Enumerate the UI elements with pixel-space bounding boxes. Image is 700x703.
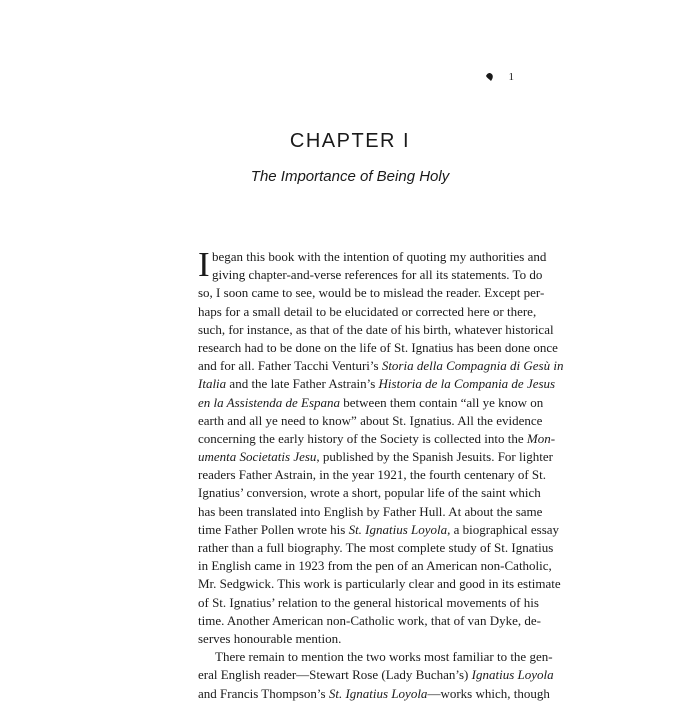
- text-line: [198, 666, 554, 684]
- line-text: serves honourable mention.: [198, 630, 342, 646]
- line-text: Mr. Sedgwick. This work is particularly clear and good in its estimate: [198, 576, 561, 592]
- text-line: [198, 648, 553, 666]
- italic-title-text: Historia de la Compania de Jesus: [378, 376, 556, 392]
- line-text: and for all. Father Tacchi Venturi’s: [198, 358, 382, 374]
- line-text: —works which, though: [427, 685, 550, 701]
- text-line: [198, 539, 554, 557]
- line-text: so, I soon came to see, would be to mislead the reader. Except per-: [198, 285, 545, 301]
- line-text: between them contain “all ye know on: [340, 394, 544, 410]
- line-text: and the late Father Astrain’s: [226, 376, 379, 392]
- text-line: [198, 339, 558, 357]
- text-line: [198, 594, 539, 612]
- line-text: time Father Pollen wrote his: [198, 521, 349, 537]
- italic-title-text: St. Ignatius Loyola: [328, 685, 428, 701]
- chapter-subtitle: The Importance of Being Holy: [250, 168, 450, 185]
- line-text: , published by the Spanish Jesuits. For lighter: [316, 449, 553, 465]
- text-line: [198, 412, 543, 430]
- line-text: earth and all ye need to know” about St. Ignatius. All the evidence: [198, 412, 543, 428]
- text-line: [198, 521, 560, 539]
- text-line: [198, 612, 541, 630]
- italic-title-text: Mon-: [526, 430, 556, 446]
- text-line: [198, 448, 553, 466]
- line-text: eral English reader—Stewart Rose (Lady Buchan’s): [198, 667, 472, 683]
- text-line: [198, 430, 556, 448]
- text-line: [198, 630, 516, 648]
- italic-title-text: St. Ignatius Loyola: [348, 521, 448, 537]
- line-text: rather than a full biography. The most complete study of St. Ignatius: [198, 540, 554, 555]
- line-text: time. Another American non-Catholic work, that of van Dyke, de-: [198, 612, 541, 628]
- line-text: has been translated into English by Father Hull. At about the same: [198, 503, 543, 519]
- drop-cap: I: [198, 245, 210, 284]
- line-text: , a biographical essay: [447, 521, 560, 537]
- italic-title-text: Italia: [198, 376, 227, 392]
- body-text: [198, 245, 564, 703]
- italic-title-text: Storia della Compagnia di Gesù in: [381, 358, 564, 374]
- italic-title-text: umenta Societatis Jesu: [198, 449, 317, 465]
- text-line: [198, 575, 561, 593]
- text-line: [198, 557, 552, 575]
- line-text: and Francis Thompson’s: [198, 685, 329, 701]
- chapter-title: CHAPTER I: [289, 130, 411, 152]
- text-line: [198, 357, 564, 375]
- text-line: [198, 394, 544, 412]
- text-line: [198, 248, 547, 266]
- text-line: [198, 466, 546, 484]
- line-text: haps for a small detail to be elucidated or corrected here or there,: [198, 303, 537, 319]
- italic-title-text: en la Assistenda de Espana: [198, 394, 341, 410]
- line-text: readers Father Astrain, in the year 1921, the fourth centenary of St.: [198, 467, 546, 483]
- line-text: research had to be done on the life of St. Ignatius has been done once: [198, 339, 558, 355]
- line-text: such, for instance, as that of the date of his birth, whatever historical: [198, 321, 554, 337]
- text-line: [198, 284, 545, 302]
- leaf-ornament-icon: [485, 72, 495, 82]
- page-number: 1: [508, 71, 514, 83]
- text-line: [198, 484, 541, 502]
- text-line: [198, 303, 537, 321]
- line-text: of St. Ignatius’ relation to the general historical movements of his: [198, 594, 539, 610]
- text-line: [198, 321, 554, 339]
- line-text: giving chapter-and-verse references for all its statements. To do: [212, 267, 543, 283]
- text-line: [198, 266, 543, 284]
- line-text: began this book with the intention of quoting my authorities and: [212, 249, 547, 264]
- text-line: [198, 375, 556, 393]
- line-text: Ignatius’ conversion, wrote a short, popular life of the saint which: [198, 485, 541, 501]
- running-head: [485, 71, 515, 83]
- line-text: concerning the early history of the Society is collected into the: [198, 430, 527, 446]
- text-line: [198, 503, 543, 521]
- line-text: in English came in 1923 from the pen of an American non-Catholic,: [198, 558, 552, 574]
- line-text: There remain to mention the two works most familiar to the gen-: [215, 649, 553, 665]
- italic-title-text: Ignatius Loyola: [471, 667, 554, 683]
